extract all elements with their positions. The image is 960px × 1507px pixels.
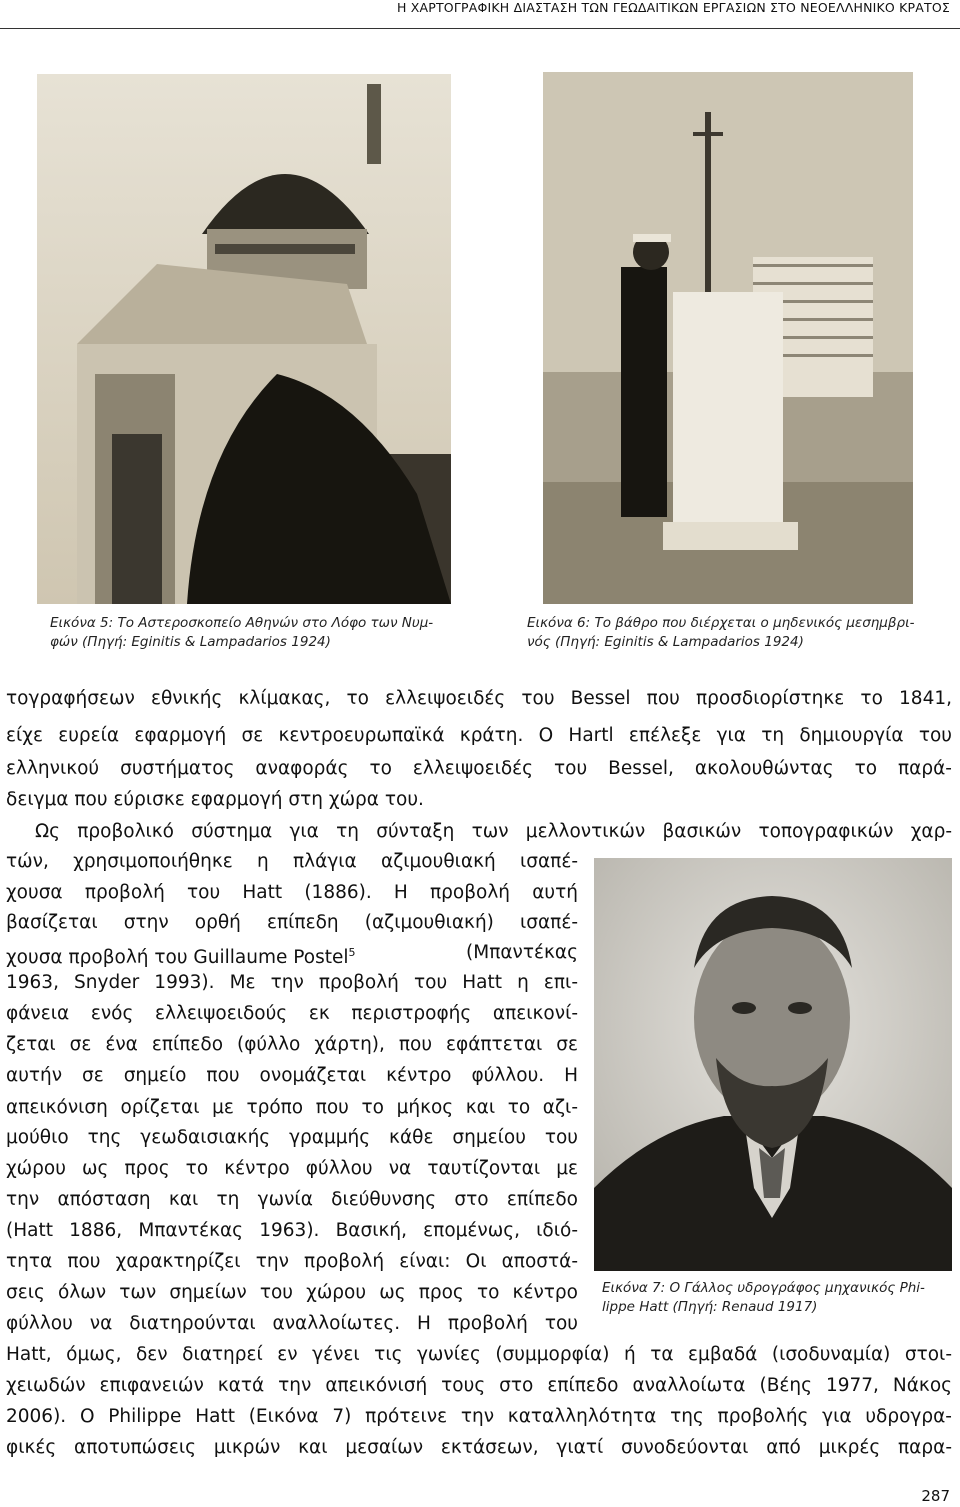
page-number: 287 [921,1487,950,1505]
figure-6-meridian-pillar-photo [543,72,913,604]
body-line: σεις όλων των σημείων του χώρου ως προς το κέντρο [6,1282,578,1303]
figure-7-caption [602,1279,954,1317]
running-header: Η ΧΑΡΤΟΓΡΑΦΙΚΗ ΔΙΑΣΤΑΣΗ ΤΩΝ ΓΕΩΔΑΙΤΙΚΩΝ ΕΡΓΑΣΙΩΝ ΣΤΟ ΝΕΟΕΛΛΗΝΙΚΟ ΚΡΑΤΟΣ [396,0,950,15]
figure-6-caption-line-1: Εικόνα 6: Το βάθρο που διέρχεται ο μηδενικός μεσημβρι- [527,615,915,631]
body-line: ελληνικού συστήματος αναφοράς το ελλειψοειδές του Bessel, ακολουθώντας το παρά- [6,758,952,779]
body-line: ζεται σε ένα επίπεδο (φύλλο χάρτη), που εφάπτεται σε [6,1034,578,1055]
figure-5-caption [50,614,460,652]
body-line: (Hatt 1886, Μπαντέκας 1963). Βασική, επομένως, ιδιό- [6,1220,578,1241]
body-line: είχε ευρεία εφαρμογή σε κεντροευρωπαϊκά κράτη. Ο Hartl επέλεξε για τη δημιουργία του [6,725,952,746]
body-line: χειωδών επιφανειών κατά την απεικόνισή τους στο επίπεδο αναλλοίωτα (Βέης 1977, Νάκος [6,1375,952,1396]
figure-7-caption-line-1: Εικόνα 7: Ο Γάλλος υδρογράφος μηχανικός Phi- [602,1280,925,1296]
body-line: αυτήν σε σημείο που ονομάζεται κέντρο φύλλου. Η [6,1065,578,1086]
body-line: Ως προβολικό σύστημα για τη σύνταξη των μελλοντικών βασικών τοπογραφικών χαρ- [35,821,952,842]
body-line: 2006). Ο Philippe Hatt (Εικόνα 7) πρότεινε την καταλληλότητα της προβολής για υδρογρα- [6,1406,952,1427]
body-line: την απόσταση και τη γωνία διεύθυνσης στο επίπεδο [6,1189,578,1210]
header-rule [0,28,960,29]
body-line: τών, χρησιμοποιήθηκε η πλάγια αζιμουθιακή ισαπέ- [6,851,578,872]
figure-6-caption [527,614,937,652]
body-line: χώρου ως προς το κέντρο φύλλου να ταυτίζονται με [6,1158,578,1179]
body-line: δειγμα που εύρισκε εφαρμογή στη χώρα του. [6,789,424,810]
body-line: φύλλου να διατηρούνται αναλλοίωτες. Η προβολή του [6,1313,578,1334]
body-line-postel [6,939,578,972]
figure-5-caption-line-2: φών (Πηγή: Eginitis & Lampadarios 1924) [50,634,331,650]
body-line: φικές αποτυπώσεις μικρών και μεσαίων εκτάσεων, γιατί συνοδεύονται από μικρές παρα- [6,1437,952,1458]
figure-5-observatory-photo [37,74,451,604]
body-line: φάνεια ενός ελλειψοειδούς εκ περιστροφής απεικονί- [6,1003,578,1024]
body-line: μούθιο της γεωδαισιακής γραμμής κάθε σημείου του [6,1127,578,1148]
figure-6-caption-line-2: νός (Πηγή: Eginitis & Lampadarios 1924) [527,634,804,650]
figure-5-caption-line-1: Εικόνα 5: Το Αστεροσκοπείο Αθηνών στο Λόφο των Νυμ- [50,615,434,631]
figure-7-hatt-portrait [594,858,952,1271]
footnote-5-marker[interactable]: 5 [348,946,356,959]
body-line: χουσα προβολή του Hatt (1886). Η προβολή αυτή [6,882,578,903]
body-line: απεικόνιση ορίζεται με τρόπο που το μήκος και το αζι- [6,1097,578,1118]
body-line: τογραφήσεων εθνικής κλίμακας, το ελλειψοειδές του Bessel που προσδιορίστηκε το 1841, [6,688,952,709]
figure-7-caption-line-2: lippe Hatt (Πηγή: Renaud 1917) [602,1299,818,1315]
body-line-postel-ref: (Μπαντέκας [466,942,578,963]
body-line-postel-text: χουσα προβολή του Guillaume Postel$^5$ [6,946,356,969]
body-line: Hatt, όμως, δεν διατηρεί εν γένει τις γωνίες (συμμορφία) ή τα εμβαδά (ισοδυναμία) στοι- [6,1344,952,1365]
body-line: τητα που χαρακτηρίζει την προβολή είναι: Οι αποστά- [6,1251,578,1272]
body-line: βασίζεται στην ορθή επίπεδη (αζιμουθιακή) ισαπέ- [6,912,578,933]
body-line: 1963, Snyder 1993). Με την προβολή του Hatt η επι- [6,972,578,993]
